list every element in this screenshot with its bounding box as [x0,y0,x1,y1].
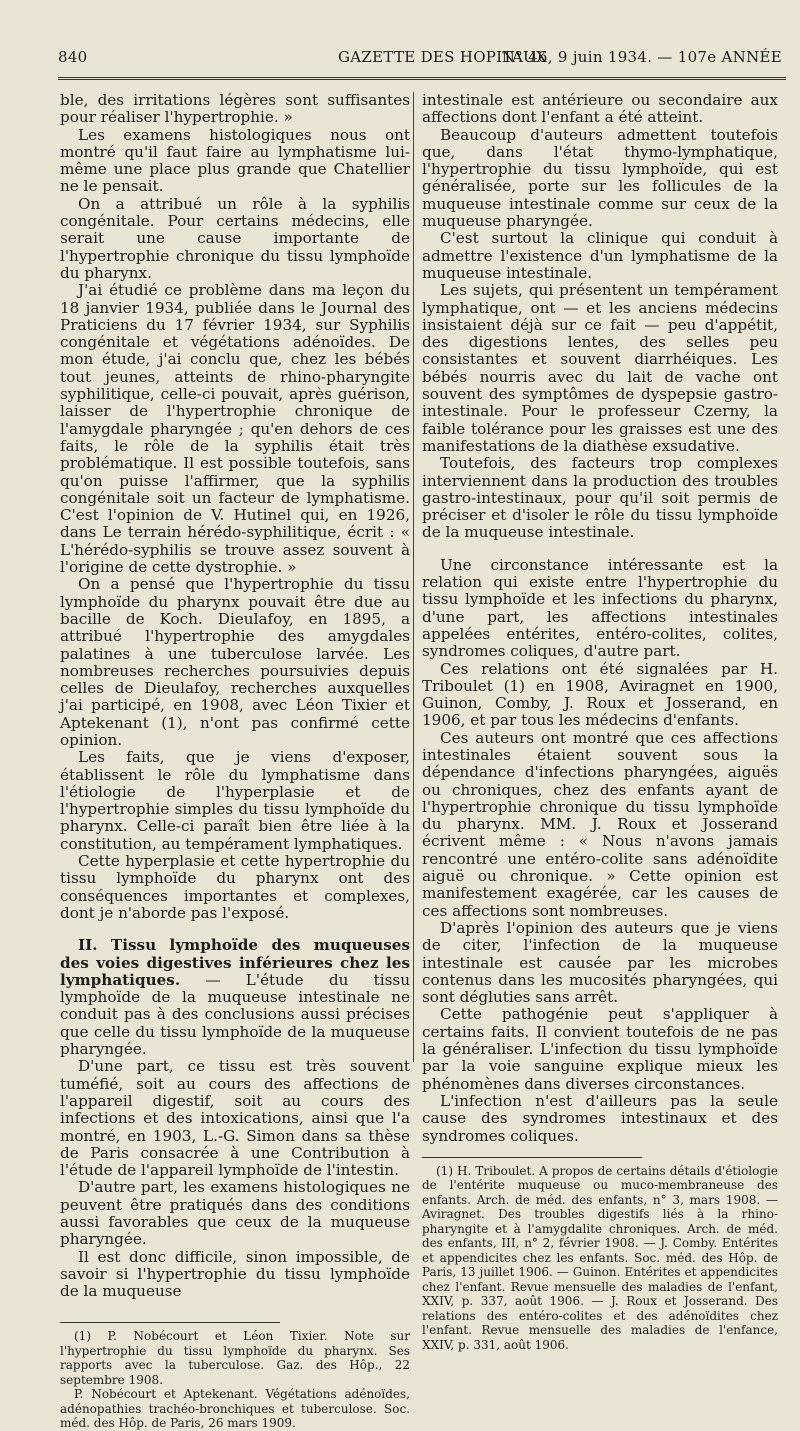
footnote-rule [422,1157,642,1158]
paragraph: D'après l'opinion des auteurs que je viens de citer, l'infection de la muqueuse intestinale est causée par les microbes contenus dans les mucosités pharyngées, qui sont dégluties sans arrêt. [422,918,778,1007]
paragraph: Il est donc difficile, sinon impossible, de savoir si l'hypertrophie du tissu lymphoïde de la muqueuse [60,1247,410,1301]
footnote-rule [60,1322,280,1323]
running-header [58,48,782,74]
left-column [60,92,410,1431]
paragraph: L'infection n'est d'ailleurs pas la seule cause des syndromes intestinaux et des syndromes coliques. [422,1091,778,1145]
paragraph: Cette hyperplasie et cette hypertrophie du tissu lymphoïde du pharynx ont des conséquences importantes et complexes, dont je n'aborde pas l'exposé. [60,852,410,922]
page-number: 840 [58,48,88,66]
section-title: II. Tissu lymphoïde des muqueuses des voies digestives inférieures chez les lymphatiques. [60,936,410,989]
paragraph: J'ai étudié ce problème dans ma leçon du 18 janvier 1934, publiée dans le Journal des Praticiens du 17 février 1934, sur Syphilis congénitale et végétations adénoïdes. De mon étude, j'ai conclu que, chez les bébés tout jeunes, atteints de rhino-pharyngite syphilitique, celle-ci pouvait, après guérison, laisser de l'hypertrophie chronique de l'amygdale pharyngée ; qu'en dehors de ces faits, le rôle de la syphilis était très problématique. Il est possible toutefois, sans qu'on puisse l'affirmer, que la syphilis congénitale soit un facteur de lymphatisme. C'est l'opinion de V. Hutinel qui, en 1926, dans Le terrain hérédo-syphilitique, écrit : « L'hérédo-syphilis se trouve assez souvent à l'origine de cette dystrophie. » [60,281,410,577]
journal-title: GAZETTE DES HOPITAUX [338,48,547,66]
paragraph: ble, des irritations légères sont suffisantes pour réaliser l'hypertrophie. » [60,91,410,127]
footnote: P. Nobécourt et Aptekenant. Végétations adénoïdes, adénopathies trachéo-bronchiques et tuberculose. Soc. méd. des Hôp. de Paris, 26 mars 1909. [60,1387,410,1431]
paragraph: Les examens histologiques nous ont montré qu'il faut faire au lymphatisme lui-même une place plus grande que Chatellier ne le pensait. [60,125,410,196]
footnote: (1) P. Nobécourt et Léon Tixier. Note sur l'hypertrophie du tissu lymphoïde du pharynx. Ses rapports avec la tuberculose. Gaz. des Hôp., 22 septembre 1908. [60,1329,410,1387]
paragraph: On a pensé que l'hypertrophie du tissu lymphoïde du pharynx pouvait être due au bacille de Koch. Dieulafoy, en 1895, a attribué l'hypertrophie des amygdales palatines à une tuberculose larvée. Les nombreuses recherches poursuivies depuis celles de Dieulafoy, recherches auxquelles j'ai participé, en 1908, avec Léon Tixier et Aptekenant (1), n'ont pas confirmé cette opinion. [60,575,410,749]
paragraph: On a attribué un rôle à la syphilis congénitale. Pour certains médecins, elle serait une cause importante de l'hypertrophie chronique du tissu lymphoïde du pharynx. [60,194,410,282]
paragraph: intestinale est antérieure ou secondaire aux affections dont l'enfant a été atteint. [422,91,778,127]
paragraph: Les faits, que je viens d'exposer, établissent le rôle du lymphatisme dans l'étiologie de l'hyperplasie et de l'hypertrophie simples du tissu lymphoïde du pharynx. Celle-ci paraît bien être liée à la constitution, au tempérament lymphatiques. [60,748,410,853]
paragraph: Ces auteurs ont montré que ces affections intestinales étaient souvent sous la dépendance d'infections pharyngées, aiguës ou chroniques, chez des enfants ayant de l'hypertrophie chronique du tissu lymphoïde du pharynx. MM. J. Roux et Josserand écrivent même : « Nous n'avons jamais rencontré une entéro-colite sans adénoïdite aiguë ou chronique. » Cette opinion est manifestement exagérée, car les causes de ces affections sont nombreuses. [422,728,778,920]
paragraph: Les sujets, qui présentent un tempérament lymphatique, ont — et les anciens médecins insistaient déjà sur ce fait — peu d'appétit, des digestions lentes, des selles peu consistantes et souvent diarrhéiques. Les bébés nourris avec du lait de vache ont souvent des symptômes de dyspepsie gastro-intestinale. Pour le professeur Czerny, la faible tolérance pour les graisses est une des manifestations de la diathèse exsudative. [422,281,778,455]
right-column [422,92,778,1352]
paragraph: Cette pathogénie peut s'appliquer à certains faits. Il convient toutefois de ne pas la généraliser. L'infection du tissu lymphoïde par la voie sanguine explique mieux les phénomènes dans diverses circonstances. [422,1005,778,1093]
paragraph: Beaucoup d'auteurs admettent toutefois que, dans l'état thymo-lymphatique, l'hypertrophie du tissu lymphoïde, qui est généralisée, porte sur les follicules de la muqueuse intestinale comme sur ceux de la muqueuse pharyngée. [422,125,778,231]
paragraph: Une circonstance intéressante est la relation qui existe entre l'hypertrophie du tissu lymphoïde et les infections du pharynx, d'une part, les affections intestinales appelées entérites, entéro-colites, colites, syndromes coliques, d'autre part. [422,555,778,661]
paragraph: D'une part, ce tissu est très souvent tuméfié, soit au cours des affections de l'appareil digestif, soit au cours des infections et des intoxications, ainsi que l'a montré, en 1903, L.-G. Simon dans sa thèse de Paris consacrée à une Contribution à l'étude de l'appareil lymphoïde de l'intestin. [60,1057,410,1180]
paragraph: Ces relations ont été signalées par H. Triboulet (1) en 1908, Aviragnet en 1900, Guinon, Comby, J. Roux et Josserand, en 1906, et par tous les médecins d'enfants. [422,659,778,730]
section-paragraph [60,937,410,1058]
paragraph: D'autre part, les examens histologiques ne peuvent être pratiqués dans des conditions aussi favorables que ceux de la muqueuse pharyngée. [60,1178,410,1249]
paragraph: C'est surtout la clinique qui conduit à admettre l'existence d'un lymphatisme de la muqueuse intestinale. [422,229,778,282]
paragraph: Toutefois, des facteurs trop complexes interviennent dans la production des troubles gastro-intestinaux, pour qu'il soit permis de préciser et d'isoler le rôle du tissu lymphoïde de la muqueuse intestinale. [422,454,778,542]
section-text: — L'étude du tissu lymphoïde de la muqueuse intestinale ne conduit pas à des conclusions aussi précises que celle du tissu lymphoïde de la muqueuse pharyngée. [60,970,410,1059]
issue-info: N° 46, 9 juin 1934. — 107e ANNÉE [501,48,782,66]
footnote: (1) H. Triboulet. A propos de certains détails d'étiologie de l'entérite muqueuse ou muco-membraneuse des enfants. Arch. de méd. des enfants, n° 3, mars 1908. — Aviragnet. Des troubles digestifs liés à la rhino-pharyngite et à l'amygdalite chroniques. Arch. de méd. des enfants, III, n° 2, février 1908. — J. Comby. Entérites et appendicites chez les enfants. Soc. méd. des Hôp. de Paris, 13 juillet 1906. — Guinon. Entérites et appendicites chez l'enfant. Revue mensuelle des maladies de l'enfant, XXIV, p. 337, août 1906. — J. Roux et Josserand. Des relations des entéro-colites et des adénoïdites chez l'enfant. Revue mensuelle des maladies de l'enfance, XXIV, p. 331, août 1906. [422,1163,778,1352]
header-rule [58,77,786,80]
column-divider [413,92,414,1062]
